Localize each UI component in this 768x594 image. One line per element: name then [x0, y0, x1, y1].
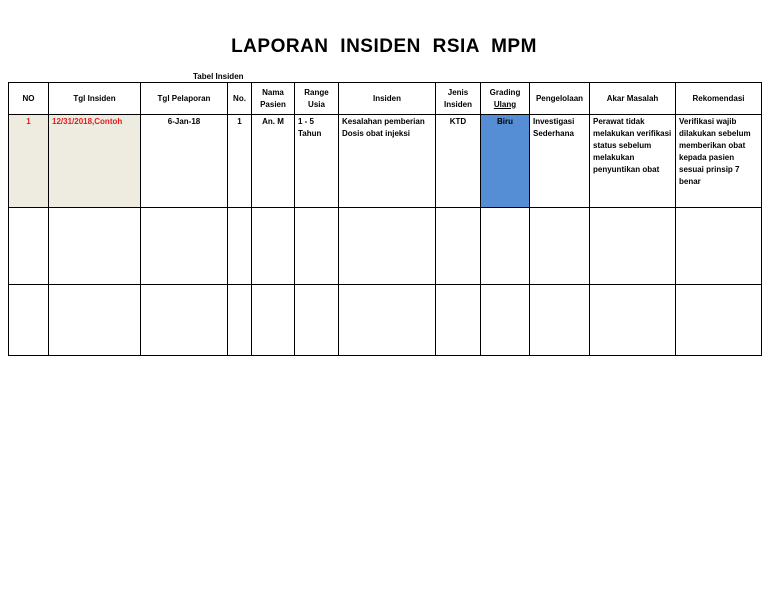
empty-cell [590, 208, 676, 285]
empty-cell [530, 285, 590, 356]
header-range-usia-line1: Range [304, 88, 329, 98]
cell-insiden: Kesalahan pemberian Dosis obat injeksi [339, 115, 436, 208]
empty-cell [436, 285, 481, 356]
table-row [9, 208, 762, 285]
header-jenis-insiden-line1: Jenis [447, 88, 469, 98]
empty-cell [9, 208, 49, 285]
empty-cell [252, 285, 295, 356]
empty-cell [530, 208, 590, 285]
empty-cell [295, 208, 339, 285]
cell-akar-masalah: Perawat tidak melakukan verifikasi status sebelum melakukan penyuntikan obat [590, 115, 676, 208]
header-nama-pasien [252, 83, 295, 115]
report-title: LAPORAN INSIDEN RSIA MPM [231, 36, 537, 57]
empty-cell [590, 285, 676, 356]
header-insiden: Insiden [339, 83, 436, 115]
cell-nomor: 1 [228, 115, 252, 208]
header-rekomendasi: Rekomendasi [676, 83, 762, 115]
header-akar-masalah: Akar Masalah [590, 83, 676, 115]
header-range-usia-line2: Usia [308, 99, 325, 109]
empty-cell [252, 208, 295, 285]
cell-grading: Biru [481, 115, 530, 208]
empty-cell [141, 285, 228, 356]
table-row [9, 115, 762, 208]
empty-cell [676, 285, 762, 356]
header-tgl-insiden: Tgl Insiden [49, 83, 141, 115]
empty-cell [49, 285, 141, 356]
header-tgl-pelaporan: Tgl Pelaporan [141, 83, 228, 115]
header-nomor: No. [228, 83, 252, 115]
incident-table [8, 82, 762, 356]
empty-cell [481, 285, 530, 356]
empty-cell [228, 208, 252, 285]
cell-nama-pasien: An. M [252, 115, 295, 208]
header-grading [481, 83, 530, 115]
header-jenis-insiden-line2: Insiden [443, 99, 472, 109]
header-jenis-insiden [436, 83, 481, 115]
header-range-usia [295, 83, 339, 115]
empty-cell [141, 208, 228, 285]
empty-cell [436, 208, 481, 285]
header-pengelolaan: Pengelolaan [530, 83, 590, 115]
cell-range-usia: 1 - 5 Tahun [295, 115, 339, 208]
empty-cell [9, 285, 49, 356]
header-nama-pasien-line1: Nama [262, 88, 284, 98]
header-grading-line2: Ulang [493, 99, 517, 109]
table-row [9, 285, 762, 356]
cell-jenis-insiden: KTD [436, 115, 481, 208]
cell-tgl-insiden: 12/31/2018,Contoh [49, 115, 141, 208]
cell-rekomendasi: Verifikasi wajib dilakukan sebelum memberikan obat kepada pasien sesuai prinsip 7 benar [676, 115, 762, 208]
empty-cell [339, 208, 436, 285]
cell-pengelolaan: Investigasi Sederhana [530, 115, 590, 208]
header-no: NO [9, 83, 49, 115]
empty-cell [295, 285, 339, 356]
empty-cell [339, 285, 436, 356]
header-row [9, 83, 762, 115]
empty-cell [49, 208, 141, 285]
cell-no: 1 [9, 115, 49, 208]
empty-cell [481, 208, 530, 285]
table-caption: Tabel Insiden [193, 72, 244, 81]
empty-cell [676, 208, 762, 285]
header-nama-pasien-line2: Pasien [260, 99, 286, 109]
header-grading-line1: Grading [489, 88, 521, 98]
empty-cell [228, 285, 252, 356]
cell-tgl-pelaporan: 6-Jan-18 [141, 115, 228, 208]
